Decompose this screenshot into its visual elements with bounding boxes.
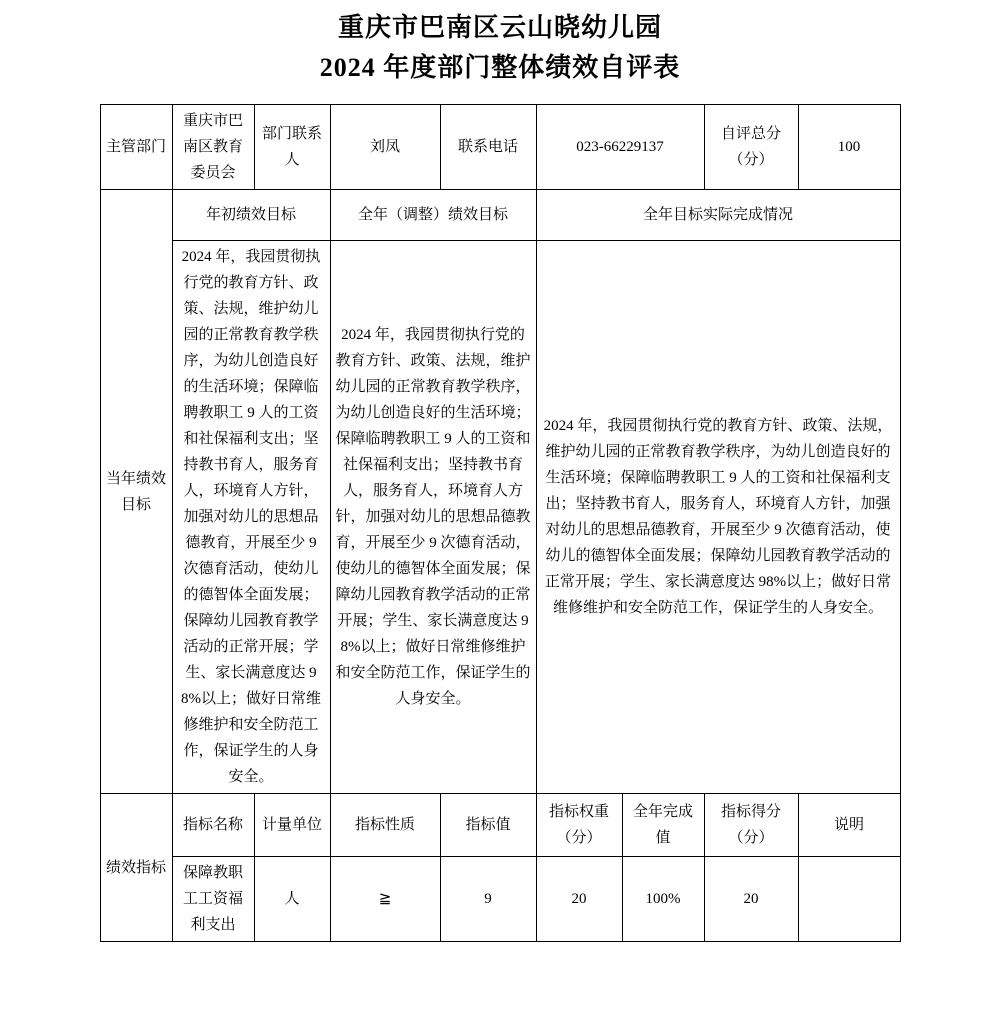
table-row-goal-bodies bbox=[100, 241, 900, 794]
label-total-self-score: 自评总分（分） bbox=[704, 105, 798, 190]
table-row-goal-headers bbox=[100, 190, 900, 241]
column-indicator-unit: 计量单位 bbox=[254, 794, 330, 857]
column-indicator-value: 指标值 bbox=[440, 794, 536, 857]
column-adjusted-goal: 全年（调整）绩效目标 bbox=[330, 190, 536, 241]
column-indicator-weight: 指标权重（分） bbox=[536, 794, 622, 857]
text-initial-goal: 2024 年，我园贯彻执行党的教育方针、政策、法规，维护幼儿园的正常教育教学秩序，为幼儿创造良好的生活环境；保障临聘教职工 9 人的工资和社保福利支出；坚持教书育人，服务育人，环境育人方针，加强对幼儿的思想品德教育，开展至少 9 次德育活动，使幼儿的德智体全面发展；保障幼儿园教育教学活动的正常开展；学生、家长满意度达 98%以上；做好日常维修维护和安全防范工作，保证学生的人身安全。 bbox=[172, 241, 330, 794]
cell-indicator-unit: 人 bbox=[254, 857, 330, 942]
cell-annual-completed-value: 100% bbox=[622, 857, 704, 942]
cell-indicator-value: 9 bbox=[440, 857, 536, 942]
column-indicator-score: 指标得分（分） bbox=[704, 794, 798, 857]
text-adjusted-goal: 2024 年，我园贯彻执行党的教育方针、政策、法规，维护幼儿园的正常教育教学秩序，为幼儿创造良好的生活环境；保障临聘教职工 9 人的工资和社保福利支出；坚持教书育人，服务育人，环境育人方针，加强对幼儿的思想品德教育，开展至少 9 次德育活动，使幼儿的德智体全面发展；保障幼儿园教育教学活动的正常开展；学生、家长满意度达 98%以上；做好日常维修维护和安全防范工作，保证学生的人身安全。 bbox=[330, 241, 536, 794]
cell-indicator-weight: 20 bbox=[536, 857, 622, 942]
cell-indicator-score: 20 bbox=[704, 857, 798, 942]
column-indicator-nature: 指标性质 bbox=[330, 794, 440, 857]
value-supervising-department: 重庆市巴南区教育委员会 bbox=[172, 105, 254, 190]
label-contact-phone: 联系电话 bbox=[440, 105, 536, 190]
column-indicator-name: 指标名称 bbox=[172, 794, 254, 857]
page-title bbox=[0, 8, 1000, 88]
table-row-indicator-headers bbox=[100, 794, 900, 857]
table-row-header-info bbox=[100, 105, 900, 190]
label-performance-indicator: 绩效指标 bbox=[100, 794, 172, 942]
column-annual-completed-value: 全年完成值 bbox=[622, 794, 704, 857]
label-supervising-department: 主管部门 bbox=[100, 105, 172, 190]
cell-indicator-note bbox=[798, 857, 900, 942]
value-contact-phone: 023-66229137 bbox=[536, 105, 704, 190]
cell-indicator-name: 保障教职工工资福利支出 bbox=[172, 857, 254, 942]
performance-self-assessment-table bbox=[100, 104, 901, 942]
title-line-2: 2024 年度部门整体绩效自评表 bbox=[319, 53, 681, 82]
column-indicator-note: 说明 bbox=[798, 794, 900, 857]
label-department-contact: 部门联系人 bbox=[254, 105, 330, 190]
column-initial-goal: 年初绩效目标 bbox=[172, 190, 330, 241]
column-actual-completion: 全年目标实际完成情况 bbox=[536, 190, 900, 241]
value-total-self-score: 100 bbox=[798, 105, 900, 190]
value-department-contact: 刘凤 bbox=[330, 105, 440, 190]
table-row bbox=[100, 857, 900, 942]
cell-indicator-nature: ≧ bbox=[330, 857, 440, 942]
label-current-year-performance-goal: 当年绩效目标 bbox=[100, 190, 172, 794]
title-line-1: 重庆市巴南区云山晓幼儿园 bbox=[337, 13, 662, 42]
text-actual-completion: 2024 年，我园贯彻执行党的教育方针、政策、法规，维护幼儿园的正常教育教学秩序，为幼儿创造良好的生活环境；保障临聘教职工 9 人的工资和社保福利支出；坚持教书育人，服务育人，环境育人方针，加强对幼儿的思想品德教育，开展至少 9 次德育活动，使幼儿的德智体全面发展；保障幼儿园教育教学活动的正常开展；学生、家长满意度达 98%以上；做好日常维修维护和安全防范工作，保证学生的人身安全。 bbox=[536, 241, 900, 794]
